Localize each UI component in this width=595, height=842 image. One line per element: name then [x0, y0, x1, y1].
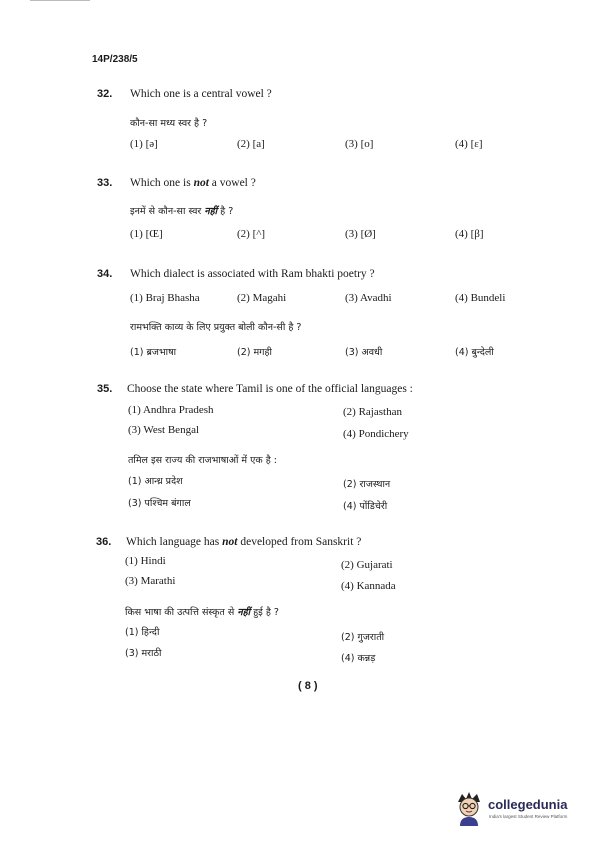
option-3: (3) [Ø]	[345, 228, 376, 240]
question-text-hi: तमिल इस राज्य की राजभाषाओं में एक है :	[128, 455, 277, 466]
option-hi-3: (3) अवधी	[345, 347, 383, 358]
question-text-en: Which one is a central vowel ?	[130, 88, 272, 100]
option-hi-2: (2) गुजराती	[341, 632, 385, 643]
option-1: (1) Andhra Pradesh	[128, 404, 214, 416]
option-hi-1: (1) ब्रजभाषा	[130, 347, 177, 358]
option-hi-3: (3) पश्चिम बंगाल	[128, 498, 191, 509]
option-4: (4) Bundeli	[455, 292, 506, 304]
question-text-en: Choose the state where Tamil is one of the official languages :	[127, 383, 413, 395]
option-hi-4: (4) कन्नड़	[341, 653, 376, 664]
question-text-hi: रामभक्ति काव्य के लिए प्रयुक्त बोली कौन-सी है ?	[130, 322, 302, 333]
option-hi-1: (1) हिन्दी	[125, 627, 160, 638]
option-hi-2: (2) मगही	[237, 347, 273, 358]
question-text-en: Which one is not a vowel ?	[130, 177, 256, 189]
question-text-hi: कौन-सा मध्य स्वर है ?	[130, 118, 208, 129]
option-1: (1) [ə]	[130, 138, 158, 150]
option-hi-1: (1) आन्ध्र प्रदेश	[128, 476, 183, 487]
question-number: 32.	[97, 88, 113, 100]
question-number: 36.	[96, 536, 112, 548]
option-hi-3: (3) मराठी	[125, 648, 162, 659]
question-text-hi: इनमें से कौन-सा स्वर नहीं है ?	[130, 206, 234, 217]
option-3: (3) Marathi	[125, 575, 176, 587]
student-avatar-icon	[452, 790, 486, 826]
option-3: (3) West Bengal	[128, 424, 200, 436]
option-3: (3) [o]	[345, 138, 374, 150]
option-1: (1) Hindi	[125, 555, 166, 567]
question-text-en: Which dialect is associated with Ram bhakti poetry ?	[130, 268, 375, 280]
option-2: (2) Magahi	[237, 292, 287, 304]
option-4: (4) [ɛ]	[455, 138, 483, 150]
option-hi-2: (2) राजस्थान	[343, 479, 391, 490]
question-text-en: Which language has not developed from Sanskrit ?	[126, 536, 362, 548]
option-3: (3) Avadhi	[345, 292, 392, 304]
question-number: 35.	[97, 383, 113, 395]
option-4: (4) Kannada	[341, 580, 396, 592]
page-number: ( 8 )	[298, 680, 318, 692]
scan-edge-line	[30, 0, 90, 1]
option-2: (2) [a]	[237, 138, 265, 150]
watermark-tagline: India's largest Student Review Platform	[489, 814, 568, 819]
option-hi-4: (4) बुन्देली	[455, 347, 494, 358]
collegedunia-watermark	[452, 790, 584, 830]
option-2: (2) [^]	[237, 228, 266, 240]
option-4: (4) [β]	[455, 228, 484, 240]
option-2: (2) Gujarati	[341, 559, 393, 571]
option-2: (2) Rajasthan	[343, 406, 402, 418]
question-text-hi: किस भाषा की उत्पत्ति संस्कृत से नहीं हुई है ?	[125, 607, 279, 618]
option-4: (4) Pondichery	[343, 428, 409, 440]
question-number: 34.	[97, 268, 113, 280]
option-hi-4: (4) पोंडिचेरी	[343, 501, 388, 512]
option-1: (1) [Œ]	[130, 228, 163, 240]
option-1: (1) Braj Bhasha	[130, 292, 200, 304]
question-number: 33.	[97, 177, 113, 189]
paper-code: 14P/238/5	[92, 54, 138, 65]
watermark-brand: collegedunia	[488, 797, 568, 812]
